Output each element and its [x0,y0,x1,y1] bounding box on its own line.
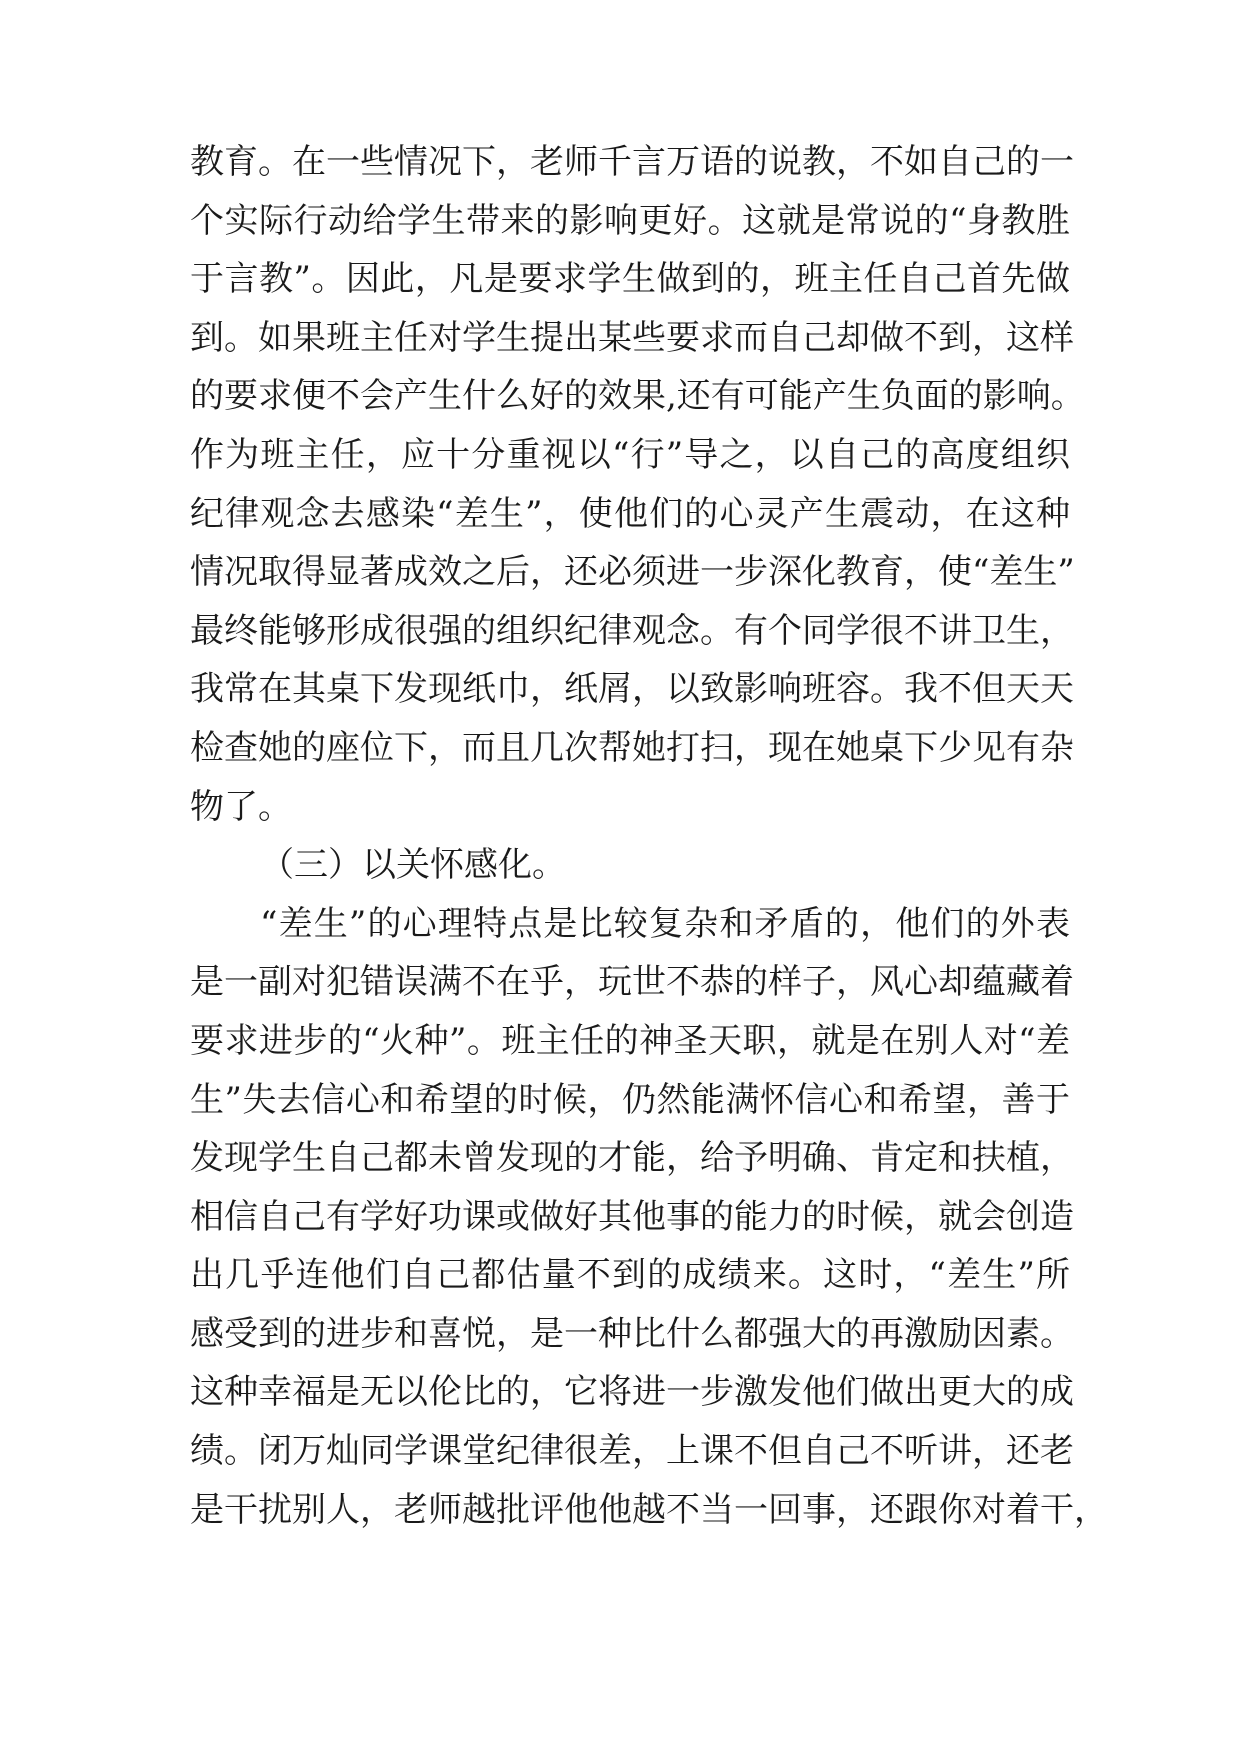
text-line: 个实际行动给学生带来的影响更好。这就是常说的“身教胜 [190,200,1070,241]
paragraph-end-line: 物了。 [190,786,292,827]
text-line: 发现学生自己都未曾发现的才能，给予明确、肯定和扶植， [190,1138,1074,1179]
text-line: 的要求便不会产生什么好的效果,还有可能产生负面的影响。 [190,376,1085,417]
text-line: 最终能够形成很强的组织纪律观念。有个同学很不讲卫生， [190,610,1074,651]
text-line: 绩。闭万灿同学课堂纪律很差，上课不但自己不听讲，还老 [190,1431,1074,1472]
text-line: 是干扰别人，老师越批评他他越不当一回事，还跟你对着干， [190,1489,1108,1530]
text-line: 作为班主任，应十分重视以“行”导之，以自己的高度组织 [190,434,1070,475]
text-line: 相信自己有学好功课或做好其他事的能力的时候，就会创造 [190,1196,1074,1237]
text-line: 是一副对犯错误满不在乎，玩世不恭的样子，风心却蕴藏着 [190,962,1074,1003]
section-heading: （三）以关怀感化。 [260,845,566,886]
paragraph-first-line: “差生”的心理特点是比较复杂和矛盾的，他们的外表 [260,903,1070,944]
body-text [190,133,1108,1539]
text-line: 这种幸福是无以伦比的，它将进一步激发他们做出更大的成 [190,1372,1074,1413]
text-line: 检查她的座位下，而且几次帮她打扫，现在她桌下少见有杂 [190,727,1074,768]
text-line: 感受到的进步和喜悦，是一种比什么都强大的再激励因素。 [190,1313,1074,1354]
text-line: 纪律观念去感染“差生”，使他们的心灵产生震动，在这种 [190,493,1070,534]
text-line: 我常在其桌下发现纸巾，纸屑，以致影响班容。我不但天天 [190,669,1074,710]
text-line: 情况取得显著成效之后，还必须进一步深化教育，使“差生” [190,552,1075,593]
text-line: 出几乎连他们自己都估量不到的成绩来。这时，“差生”所 [190,1255,1070,1296]
text-line: 到。如果班主任对学生提出某些要求而自己却做不到，这样 [190,317,1074,358]
text-line: 要求进步的“火种”。班主任的神圣天职，就是在别人对“差 [190,1020,1070,1061]
text-line: 生”失去信心和希望的时候，仍然能满怀信心和希望，善于 [190,1079,1070,1120]
text-line: 于言教”。因此，凡是要求学生做到的，班主任自己首先做 [190,259,1070,300]
text-line: 教育。在一些情况下，老师千言万语的说教，不如自己的一 [190,142,1074,182]
